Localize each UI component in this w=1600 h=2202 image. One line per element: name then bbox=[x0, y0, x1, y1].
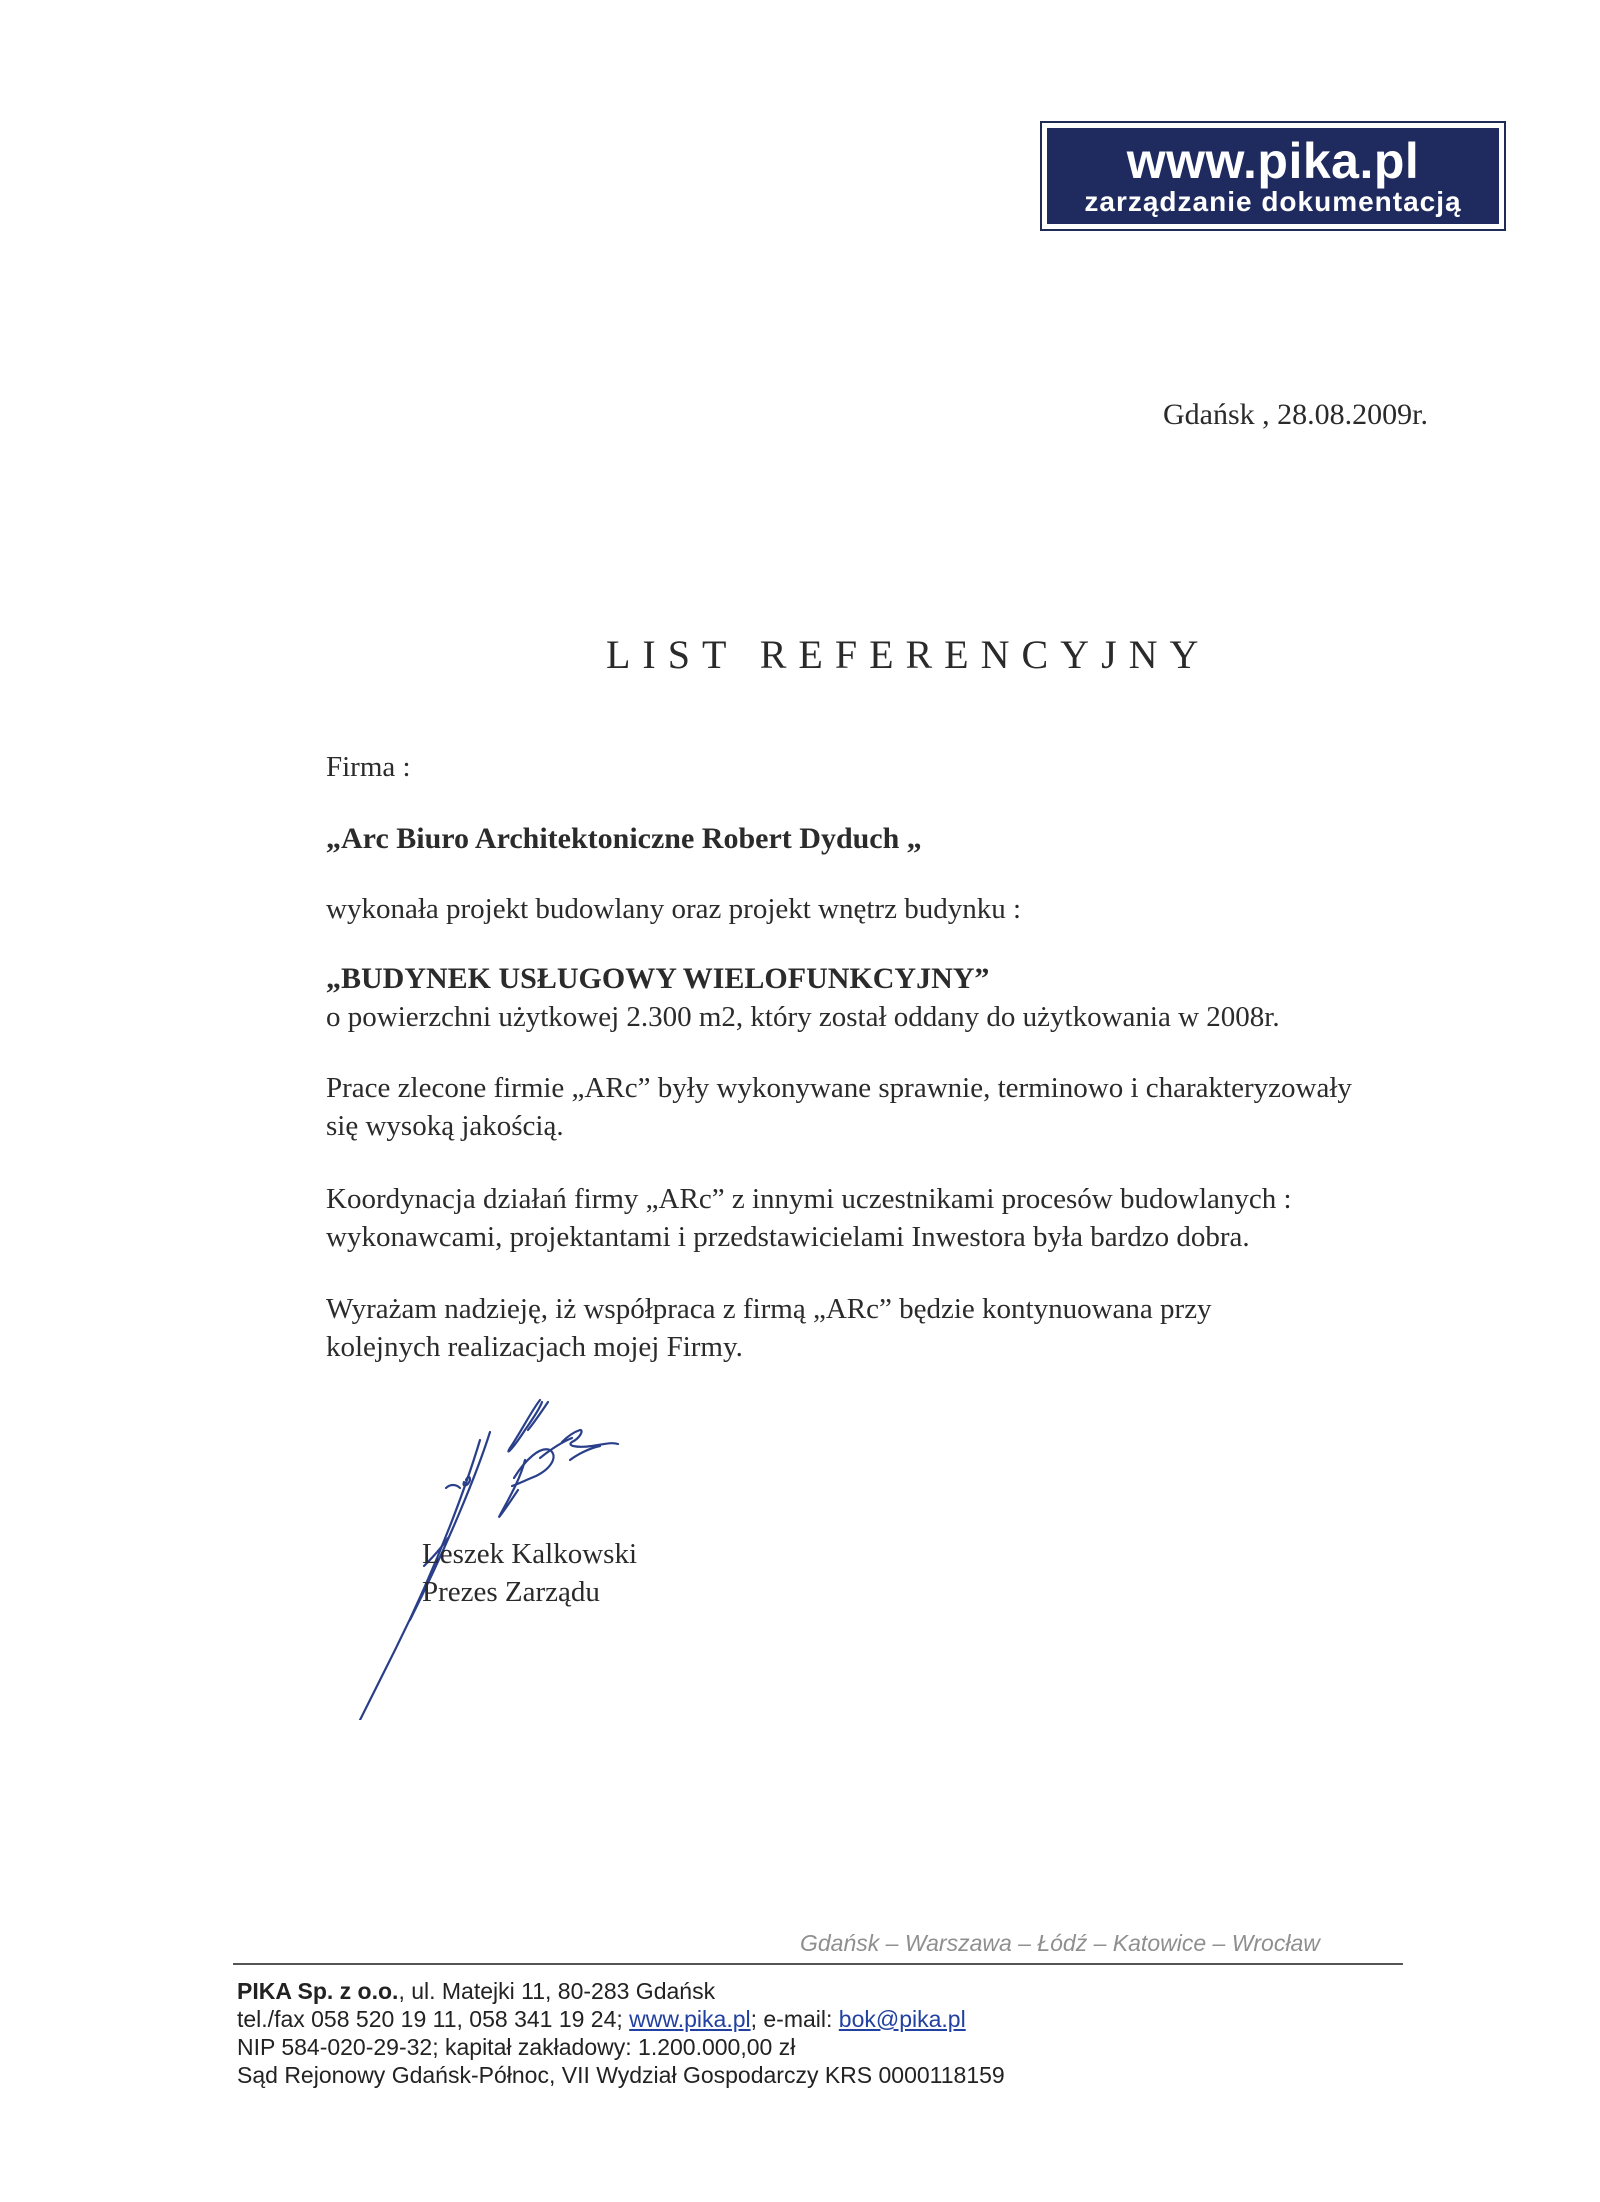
signatory-name: Leszek Kalkowski bbox=[422, 1538, 638, 1570]
company-name: „Arc Biuro Architektoniczne Robert Dyduch „ bbox=[326, 822, 922, 855]
work-quality-line-1: Prace zlecone firmie „ARc” były wykonywane sprawnie, terminowo i charakteryzowały bbox=[326, 1072, 1352, 1104]
footer-nip: NIP 584-020-29-32; kapitał zakładowy: 1.200.000,00 zł bbox=[237, 2034, 796, 2060]
signatory-role: Prezes Zarządu bbox=[422, 1576, 600, 1608]
closing-line-1: Wyrażam nadzieję, iż współpraca z firmą „ARc” będzie kontynuowana przy bbox=[326, 1293, 1212, 1325]
letter-title: LIST REFERENCYJNY bbox=[606, 632, 1211, 677]
firma-label: Firma : bbox=[326, 751, 411, 783]
footer-email-link[interactable]: bok@pika.pl bbox=[838, 2006, 966, 2032]
building-name: „BUDYNEK USŁUGOWY WIELOFUNKCYJNY” bbox=[326, 962, 990, 995]
company-logo bbox=[1040, 121, 1506, 231]
closing-line-2: kolejnych realizacjach mojej Firmy. bbox=[326, 1331, 743, 1363]
footer-contact-line bbox=[237, 2005, 966, 2033]
footer-address: , ul. Matejki 11, 80-283 Gdańsk bbox=[398, 1978, 716, 2004]
logo-subtitle: zarządzanie dokumentacją bbox=[1084, 186, 1462, 217]
coordination-line-1: Koordynacja działań firmy „ARc” z innymi uczestnikami procesów budowlanych : bbox=[326, 1183, 1292, 1215]
footer-address-line bbox=[237, 1977, 715, 2005]
logo-box bbox=[1047, 128, 1499, 224]
footer-email-label: ; e-mail: bbox=[750, 2006, 839, 2032]
project-description: wykonała projekt budowlany oraz projekt wnętrz budynku : bbox=[326, 893, 1022, 925]
footer-website-link[interactable]: www.pika.pl bbox=[629, 2006, 751, 2032]
work-quality-line-2: się wysoką jakością. bbox=[326, 1110, 564, 1142]
footer-phone: tel./fax 058 520 19 11, 058 341 19 24; bbox=[237, 2006, 630, 2032]
footer-divider bbox=[233, 1963, 1403, 1965]
footer-company-name: PIKA Sp. z o.o. bbox=[237, 1978, 399, 2004]
letter-date: Gdańsk , 28.08.2009r. bbox=[1163, 398, 1428, 431]
coordination-line-2: wykonawcami, projektantami i przedstawicielami Inwestora była bardzo dobra. bbox=[326, 1221, 1250, 1253]
footer-cities: Gdańsk – Warszawa – Łódź – Katowice – Wrocław bbox=[800, 1930, 1320, 1956]
logo-url-text: www.pika.pl bbox=[1126, 133, 1420, 189]
building-area: o powierzchni użytkowej 2.300 m2, który został oddany do użytkowania w 2008r. bbox=[326, 1001, 1280, 1033]
footer-court: Sąd Rejonowy Gdańsk-Północ, VII Wydział Gospodarczy KRS 0000118159 bbox=[237, 2062, 1005, 2088]
